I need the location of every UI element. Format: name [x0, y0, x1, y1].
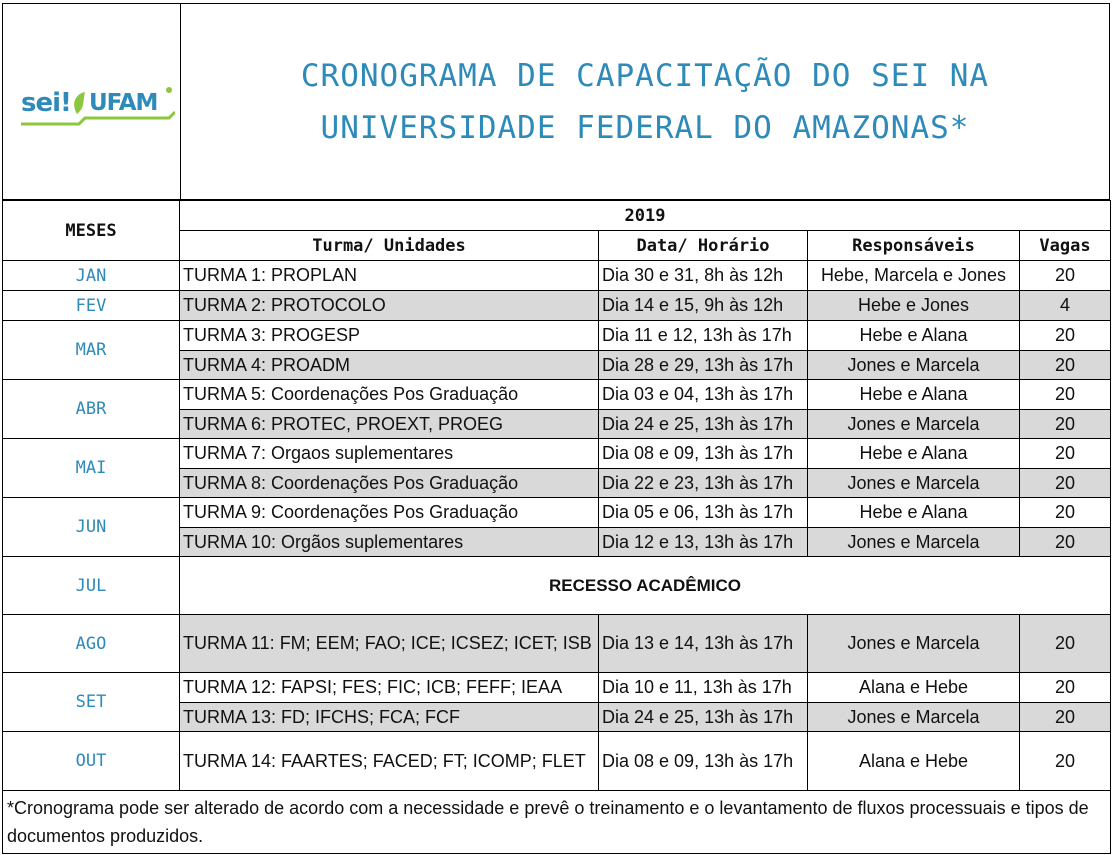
data-cell: Dia 24 e 25, 13h às 17h	[599, 410, 808, 439]
column-header-turma: Turma/ Unidades	[180, 231, 599, 261]
turma-cell: TURMA 5: Coordenações Pos Graduação	[180, 380, 599, 410]
data-cell: Dia 11 e 12, 13h às 17h	[599, 321, 808, 351]
month-cell-abr: ABR	[3, 380, 180, 439]
year-header: 2019	[180, 201, 1111, 231]
responsaveis-cell: Jones e Marcela	[808, 410, 1020, 439]
responsaveis-cell: Hebe e Alana	[808, 380, 1020, 410]
column-header-data: Data/ Horário	[599, 231, 808, 261]
vagas-cell: 4	[1020, 291, 1111, 321]
data-cell: Dia 30 e 31, 8h às 12h	[599, 261, 808, 291]
turma-cell: TURMA 6: PROTEC, PROEXT, PROEG	[180, 410, 599, 439]
turma-cell: TURMA 14: FAARTES; FACED; FT; ICOMP; FLET	[180, 732, 599, 791]
data-cell: Dia 24 e 25, 13h às 17h	[599, 703, 808, 732]
document-title-line-2: UNIVERSIDADE FEDERAL DO AMAZONAS*	[320, 109, 970, 146]
turma-cell: TURMA 9: Coordenações Pos Graduação	[180, 498, 599, 528]
responsaveis-cell: Hebe e Alana	[808, 439, 1020, 469]
vagas-cell: 20	[1020, 673, 1111, 703]
responsaveis-cell: Jones e Marcela	[808, 528, 1020, 557]
turma-cell: TURMA 2: PROTOCOLO	[180, 291, 599, 321]
table-row	[3, 321, 1111, 351]
table-row	[3, 498, 1111, 528]
responsaveis-cell: Hebe e Jones	[808, 291, 1020, 321]
month-cell-fev: FEV	[3, 291, 180, 321]
table-row	[3, 291, 1111, 321]
month-cell-out: OUT	[3, 732, 180, 791]
month-cell-jan: JAN	[3, 261, 180, 291]
header-row-year	[3, 201, 1111, 231]
document-title-line-1: CRONOGRAMA DE CAPACITAÇÃO DO SEI NA	[300, 57, 990, 94]
month-cell-mar: MAR	[3, 321, 180, 380]
month-cell-set: SET	[3, 673, 180, 732]
recesso-cell: RECESSO ACADÊMICO	[180, 557, 1111, 615]
footnote: *Cronograma pode ser alterado de acordo com a necessidade e prevê o treinamento e o levantamento de fluxos processuais e tipos de documentos produzidos.	[3, 791, 1111, 854]
data-cell: Dia 22 e 23, 13h às 17h	[599, 469, 808, 498]
responsaveis-cell: Hebe, Marcela e Jones	[808, 261, 1020, 291]
turma-cell: TURMA 3: PROGESP	[180, 321, 599, 351]
vagas-cell: 20	[1020, 528, 1111, 557]
turma-cell: TURMA 13: FD; IFCHS; FCA; FCF	[180, 703, 599, 732]
turma-cell: TURMA 7: Orgaos suplementares	[180, 439, 599, 469]
table-row	[3, 615, 1111, 673]
data-cell: Dia 08 e 09, 13h às 17h	[599, 439, 808, 469]
responsaveis-cell: Jones e Marcela	[808, 351, 1020, 380]
document-header	[2, 3, 1110, 200]
table-row	[3, 439, 1111, 469]
vagas-cell: 20	[1020, 703, 1111, 732]
table-row	[3, 261, 1111, 291]
month-cell-ago: AGO	[3, 615, 180, 673]
column-header-responsaveis: Responsáveis	[808, 231, 1020, 261]
vagas-cell: 20	[1020, 261, 1111, 291]
vagas-cell: 20	[1020, 732, 1111, 791]
turma-cell: TURMA 4: PROADM	[180, 351, 599, 380]
vagas-cell: 20	[1020, 615, 1111, 673]
responsaveis-cell: Hebe e Alana	[808, 498, 1020, 528]
vagas-cell: 20	[1020, 439, 1111, 469]
turma-cell: TURMA 12: FAPSI; FES; FIC; ICB; FEFF; IEAA	[180, 673, 599, 703]
vagas-cell: 20	[1020, 351, 1111, 380]
table-row	[3, 732, 1111, 791]
turma-cell: TURMA 11: FM; EEM; FAO; ICE; ICSEZ; ICET; ISB	[180, 615, 599, 673]
data-cell: Dia 08 e 09, 13h às 17h	[599, 732, 808, 791]
data-cell: Dia 13 e 14, 13h às 17h	[599, 615, 808, 673]
responsaveis-cell: Hebe e Alana	[808, 321, 1020, 351]
turma-cell: TURMA 1: PROPLAN	[180, 261, 599, 291]
responsaveis-cell: Jones e Marcela	[808, 615, 1020, 673]
data-cell: Dia 14 e 15, 9h às 12h	[599, 291, 808, 321]
data-cell: Dia 12 e 13, 13h às 17h	[599, 528, 808, 557]
data-cell: Dia 28 e 29, 13h às 17h	[599, 351, 808, 380]
schedule-table	[2, 200, 1111, 854]
turma-cell: TURMA 8: Coordenações Pos Graduação	[180, 469, 599, 498]
data-cell: Dia 05 e 06, 13h às 17h	[599, 498, 808, 528]
logo-ufam-text: UFAM	[89, 90, 158, 116]
responsaveis-cell: Jones e Marcela	[808, 703, 1020, 732]
vagas-cell: 20	[1020, 469, 1111, 498]
month-cell-mai: MAI	[3, 439, 180, 498]
data-cell: Dia 03 e 04, 13h às 17h	[599, 380, 808, 410]
logo-sei-text: sei!	[21, 88, 71, 118]
data-cell: Dia 10 e 11, 13h às 17h	[599, 673, 808, 703]
months-column-header: MESES	[3, 201, 180, 261]
column-header-vagas: Vagas	[1020, 231, 1111, 261]
vagas-cell: 20	[1020, 498, 1111, 528]
responsaveis-cell: Alana e Hebe	[808, 673, 1020, 703]
table-row	[3, 557, 1111, 615]
turma-cell: TURMA 10: Orgãos suplementares	[180, 528, 599, 557]
month-cell-jul: JUL	[3, 557, 180, 615]
footnote-row	[3, 791, 1111, 854]
table-row	[3, 380, 1111, 410]
sei-ufam-logo	[19, 84, 175, 132]
table-row	[3, 673, 1111, 703]
vagas-cell: 20	[1020, 380, 1111, 410]
month-cell-jun: JUN	[3, 498, 180, 557]
responsaveis-cell: Jones e Marcela	[808, 469, 1020, 498]
vagas-cell: 20	[1020, 321, 1111, 351]
responsaveis-cell: Alana e Hebe	[808, 732, 1020, 791]
title-cell	[181, 4, 1109, 199]
logo-cell	[3, 4, 181, 199]
vagas-cell: 20	[1020, 410, 1111, 439]
